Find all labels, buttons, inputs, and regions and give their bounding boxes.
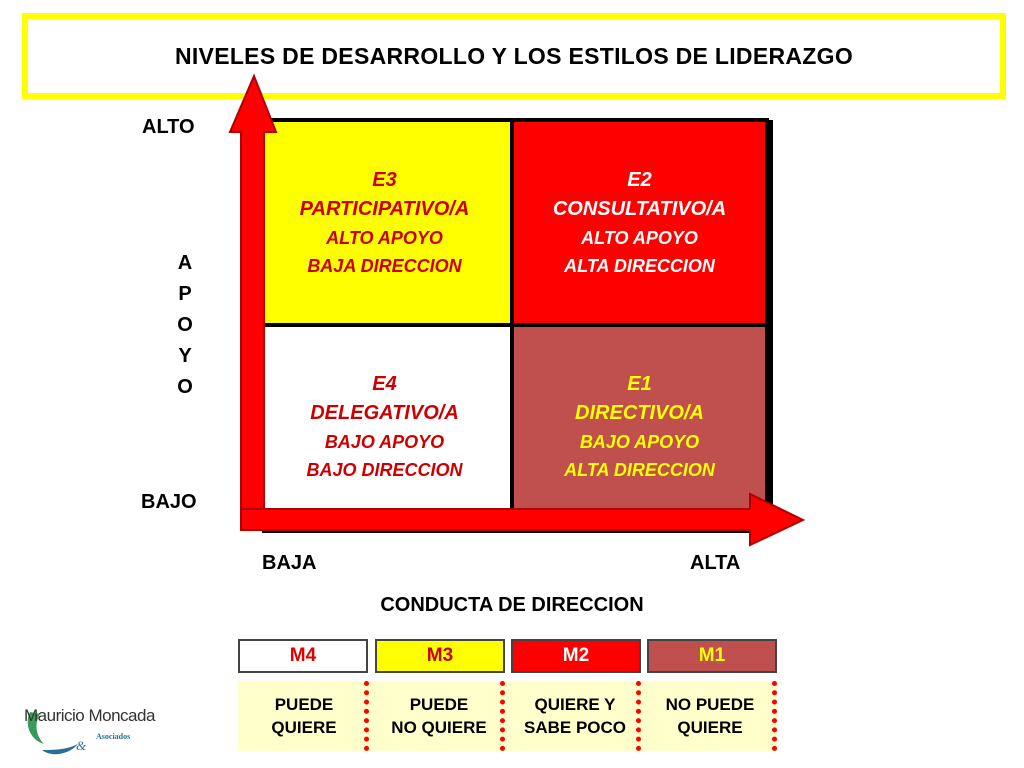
quadrant-code: E3 [372, 168, 397, 191]
quadrant-direction: ALTA DIRECCION [564, 255, 715, 276]
quadrant-direction: BAJA DIRECCION [307, 255, 462, 276]
dotted-separator [364, 681, 369, 751]
quadrant-support: ALTO APOYO [581, 227, 698, 248]
quadrant-style: DIRECTIVO/A [575, 401, 704, 424]
y-axis-low-label: BAJO [141, 491, 197, 513]
maturity-description-m1 [643, 681, 777, 751]
vertical-arrow-icon [230, 76, 276, 530]
quadrant-support: BAJO APOYO [324, 431, 445, 452]
maturity-description-m4 [237, 681, 371, 751]
description-line: QUIERE [271, 718, 337, 737]
description-line: QUIERE Y [534, 695, 616, 714]
maturity-box-m3: M3 [375, 639, 505, 673]
logo-subtitle: Asociados [96, 732, 131, 741]
description-line: PUEDE [409, 695, 469, 714]
quadrant-direction: ALTA DIRECCION [564, 459, 715, 480]
dotted-separator [636, 681, 641, 751]
y-axis-letter: O [177, 314, 193, 336]
y-axis-letter: A [177, 252, 193, 274]
maturity-description-m3 [372, 681, 506, 751]
maturity-box-m2: M2 [511, 639, 641, 673]
x-axis-high-label: ALTA [690, 552, 741, 574]
y-axis-letter: Y [178, 345, 192, 367]
maturity-box-m1: M1 [647, 639, 777, 673]
page-title: NIVELES DE DESARROLLO Y LOS ESTILOS DE LIDERAZGO [174, 42, 854, 69]
x-axis-low-label: BAJA [262, 552, 317, 574]
quadrant-style: PARTICIPATIVO/A [299, 197, 470, 220]
quadrant-style: DELEGATIVO/A [310, 401, 459, 424]
horizontal-arrow-icon [241, 494, 803, 545]
svg-text:&: & [76, 738, 87, 753]
y-axis-high-label: ALTO [142, 116, 195, 138]
maturity-box-m4: M4 [238, 639, 368, 673]
quadrant-code: E4 [372, 372, 397, 395]
quadrant-direction: BAJO DIRECCION [306, 459, 463, 480]
description-line: NO PUEDE [665, 695, 755, 714]
quadrant-support: BAJO APOYO [579, 431, 700, 452]
description-line: NO QUIERE [391, 718, 487, 737]
quadrant-style: CONSULTATIVO/A [552, 197, 727, 220]
maturity-description-m2 [508, 681, 642, 751]
dotted-separator [500, 681, 505, 751]
x-axis-title: CONDUCTA DE DIRECCION [380, 594, 644, 616]
quadrant-code: E1 [627, 372, 652, 395]
description-line: SABE POCO [523, 718, 627, 737]
description-line: QUIERE [677, 718, 743, 737]
quadrant-support: ALTO APOYO [326, 227, 443, 248]
y-axis-letter: O [177, 376, 193, 398]
logo-name: Mauricio Moncada [24, 706, 155, 725]
description-line: PUEDE [274, 695, 334, 714]
y-axis-letter: P [178, 283, 192, 305]
dotted-separator [772, 681, 777, 751]
quadrant-code: E2 [627, 168, 652, 191]
